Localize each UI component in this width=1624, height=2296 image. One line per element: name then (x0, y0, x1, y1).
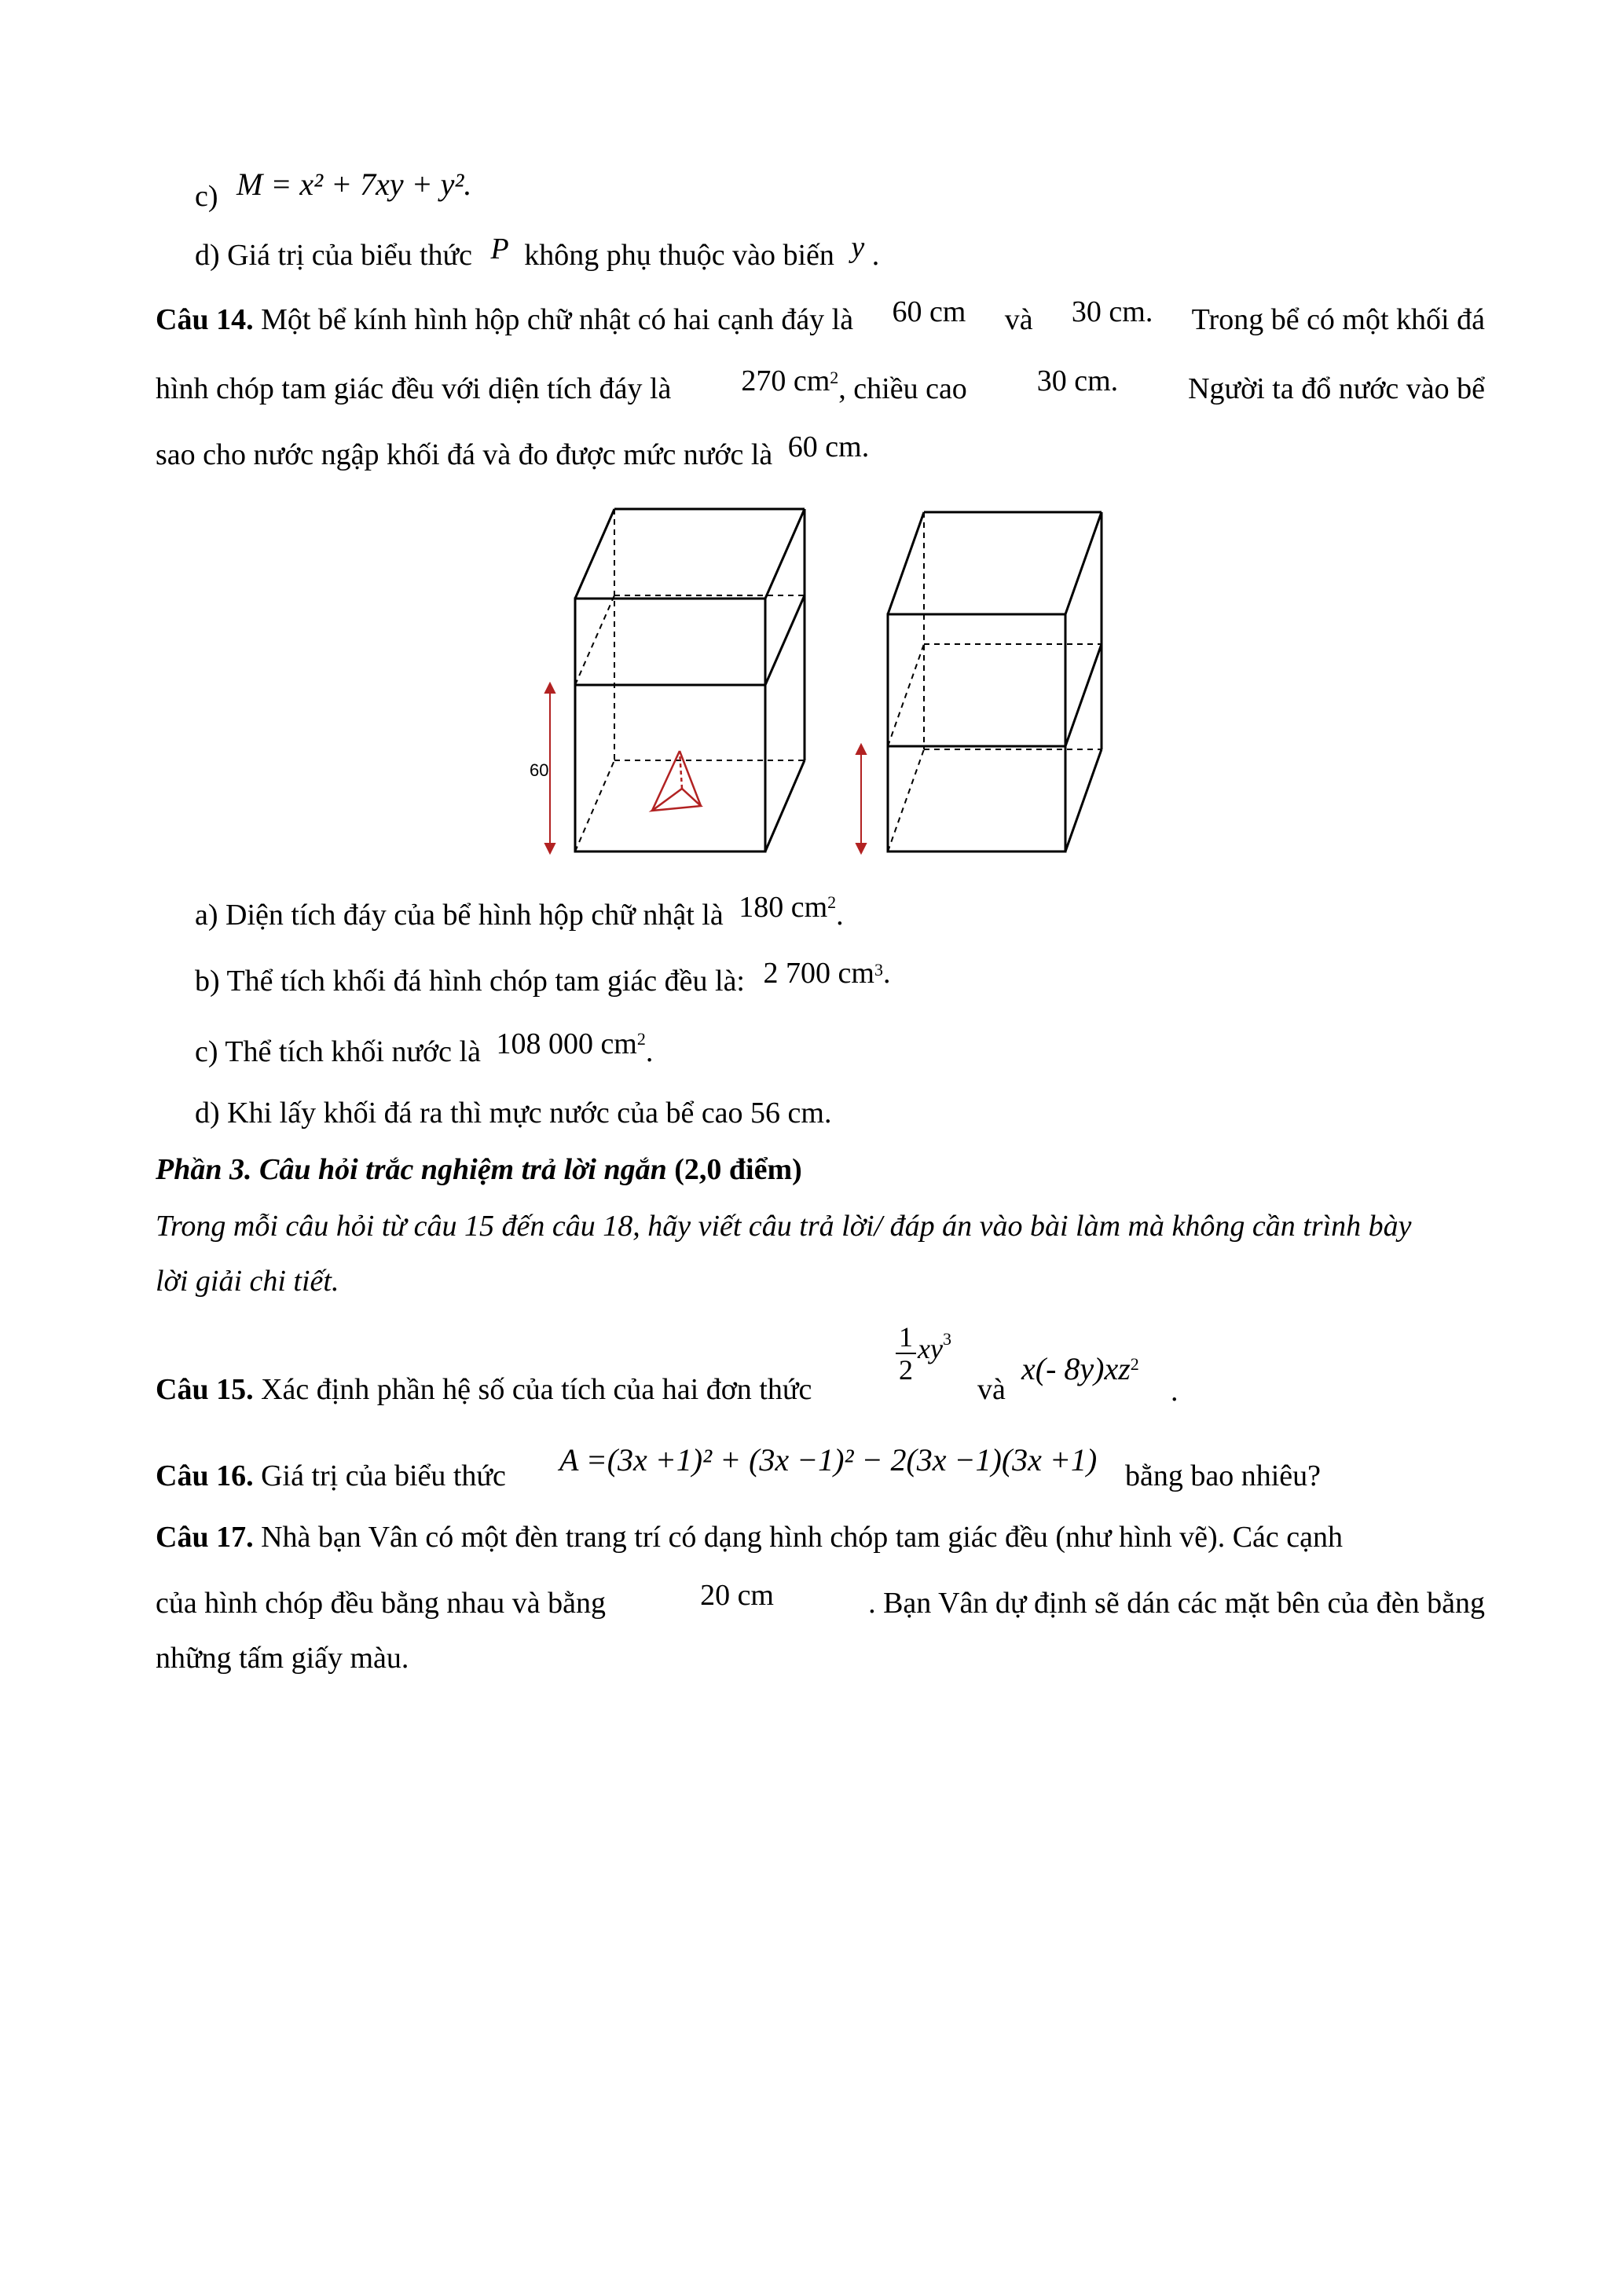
q14-l2-val1-sup: 2 (830, 368, 839, 387)
q14-a-sup: 2 (827, 892, 837, 912)
q14-b-text: b) Thể tích khối đá hình chóp tam giác đều là: (195, 965, 745, 998)
q14-l1-text: Một bể kính hình hộp chữ nhật có hai cạnh đáy là (261, 303, 854, 336)
q13-d-text-1: d) Giá trị của biểu thức (195, 239, 472, 272)
part3-points: (2,0 điểm) (674, 1153, 802, 1186)
q14-c-end: . (645, 1035, 654, 1068)
q13-d-text-2: không phụ thuộc vào biến (524, 239, 834, 272)
q15-frac-num: 1 (896, 1321, 916, 1354)
q17-line-2 (156, 1579, 1485, 1621)
q15-and: và (977, 1373, 1006, 1406)
q14-d-text: d) Khi lấy khối đá ra thì mực nước của bể cao 56 cm. (195, 1097, 832, 1130)
q14-a-val: 180 cm (739, 891, 828, 924)
q14-l1-va: và (1004, 303, 1033, 336)
q14-option-b (195, 957, 891, 999)
part3-instruction-1: Trong mỗi câu hỏi từ câu 15 đến câu 18, hãy viết câu trả lời/ đáp án vào bài làm mà không cần trình bày (156, 1210, 1412, 1243)
q14-l2-text: hình chóp tam giác đều với diện tích đáy là (156, 372, 672, 405)
q14-l1-val2: 30 cm. (1071, 295, 1153, 328)
q13-c-label: c) (195, 180, 218, 213)
q14-a-text: a) Diện tích đáy của bể hình hộp chữ nhật là (195, 899, 724, 932)
q15-fraction (896, 1321, 916, 1386)
q15-mono1-sup: 3 (942, 1329, 951, 1349)
q13-d-var-p: P (490, 233, 509, 265)
q17-l2-text: của hình chóp đều bằng nhau và bằng (156, 1587, 606, 1620)
q14-line-1 (156, 295, 1485, 338)
part3-title (156, 1152, 802, 1188)
q15-monomial-2 (1021, 1351, 1139, 1388)
q14-line-2 (156, 364, 1485, 407)
q15-mono2: x(- 8y)xz (1021, 1351, 1131, 1386)
q15-mono2-sup: 2 (1130, 1354, 1139, 1374)
tank-figure (519, 496, 1116, 858)
q14-l1-text-b: Trong bể có một khối đá (1191, 303, 1485, 336)
part3-instruction-2: lời giải chi tiết. (156, 1265, 339, 1298)
q14-option-a (195, 891, 844, 933)
q16-end: bằng bao nhiêu? (1125, 1459, 1322, 1492)
right-tank (888, 512, 1102, 851)
q14-a-end: . (836, 899, 844, 932)
q15-end: . (1171, 1375, 1179, 1408)
q16-line (156, 1458, 506, 1494)
q14-label: Câu 14. (156, 303, 254, 336)
q17-line-1 (156, 1519, 1485, 1555)
q17-l2-val: 20 cm (700, 1579, 774, 1612)
q14-option-c (195, 1027, 654, 1070)
left-tank (575, 509, 805, 851)
q14-b-end: . (882, 957, 891, 990)
q17-l1: Nhà bạn Vân có một đèn trang trí có dạng hình chóp tam giác đều (như hình vẽ). Các cạnh (261, 1521, 1344, 1554)
q14-l3-text: sao cho nước ngập khối đá và đo được mức nước là (156, 438, 773, 471)
q14-c-sup: 2 (636, 1029, 646, 1049)
q14-line-3 (156, 430, 870, 473)
q14-l1-val1: 60 cm (892, 295, 966, 328)
q14-l2-text-b: , chiều cao (838, 372, 967, 405)
q16-expression: A =(3x +1)² + (3x −1)² − 2(3x −1)(3x +1) (559, 1442, 1098, 1478)
q15-frac-den: 2 (899, 1354, 913, 1386)
q15-monomial-1 (894, 1321, 951, 1386)
q15-text: Xác định phần hệ số của tích của hai đơn thức (261, 1373, 812, 1406)
q14-c-text: c) Thể tích khối nước là (195, 1035, 481, 1068)
q13-option-c (195, 167, 472, 213)
q17-line-3: những tấm giấy màu. (156, 1642, 409, 1675)
q14-option-d (195, 1095, 831, 1131)
q16-label: Câu 16. (156, 1459, 254, 1492)
q13-d-var-y: y (851, 231, 865, 264)
q15-label: Câu 15. (156, 1373, 254, 1406)
water-height-arrow-right (856, 745, 866, 853)
q13-d-end: . (871, 239, 880, 272)
q14-l3-val: 60 cm. (787, 430, 870, 463)
q17-label: Câu 17. (156, 1521, 254, 1554)
q13-option-d (195, 231, 880, 273)
q14-b-sup: 3 (874, 960, 883, 980)
q14-l2-val2: 30 cm. (1036, 364, 1119, 397)
q15-mono1: xy (918, 1333, 943, 1364)
q14-l2-val1: 270 cm (741, 364, 830, 397)
q14-l2-text-c: Người ta đổ nước vào bể (1188, 372, 1485, 405)
q15-line (156, 1371, 812, 1408)
q13-c-expression: M = x² + 7xy + y². (236, 167, 472, 202)
q16-text: Giá trị của biểu thức (261, 1459, 506, 1492)
q17-l2-text-b: . Bạn Vân dự định sẽ dán các mặt bên của đèn bằng (868, 1587, 1485, 1620)
height-label: 60 (530, 760, 549, 780)
q14-b-val: 2 700 cm (763, 957, 874, 990)
q14-c-val: 108 000 cm (496, 1027, 637, 1060)
part3-title-text: Phần 3. Câu hỏi trắc nghiệm trả lời ngắn (156, 1153, 667, 1186)
